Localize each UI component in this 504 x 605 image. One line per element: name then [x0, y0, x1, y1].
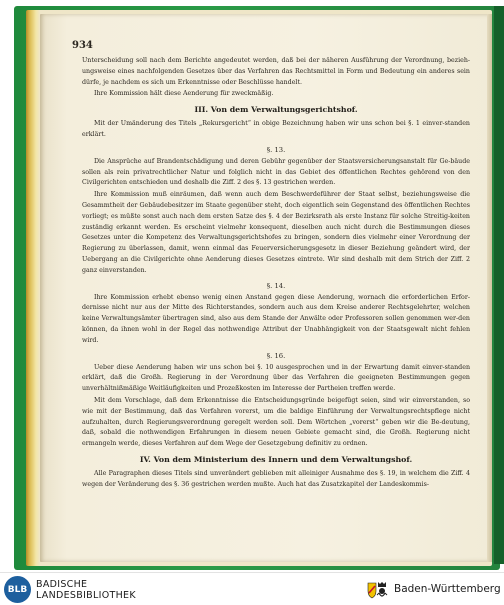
- heading-iv: IV. Von dem Ministerium des Innern und dem Verwaltungshof.: [139, 454, 413, 464]
- blb-logo[interactable]: BLB: [4, 576, 31, 603]
- blb-name[interactable]: [36, 579, 136, 601]
- paragraph-14: Ihre Kommission erhebt ebenso wenig einen Anstand gegen diese Aenderung, wornach die erforderlichen Erfor-dernisse nicht nur aus der Mitte des Richterstandes, sondern auch aus dem Kreise anderer Rechtsgelehrter, welchen keine Verwaltungsämter übertragen sind, also aus dem Stande der Anwälte oder Professoren sollen genommen wer-den können, da ihnen wohl in der Regel das nothwendige Attribut der Unabhängigkeit von der Staatsgewalt nicht fehlen wird.: [82, 293, 470, 344]
- paragraph-top-2: Ihre Kommission hält diese Aenderung für zweckmäßig.: [94, 90, 274, 98]
- footer-bar: [0, 572, 504, 605]
- page-number: 934: [72, 40, 93, 51]
- page-text: [82, 56, 470, 492]
- book-cover-edge: [494, 6, 504, 564]
- paragraph-13a: Die Ansprüche auf Brandentschädigung und deren Gebühr gegenüber der Staatsversicherungsanstalt für Ge-bäude sollen als rein privatrechtlicher Natur und folglich nicht in das Gebiet des öffentlichen Rechtes gehörend von den Civilgerichten entschieden und deshalb die Ziff. 2 des §. 13 gestrichen werden.: [82, 157, 470, 187]
- paragraph-13b: Ihre Kommission muß einräumen, daß wenn auch dem Beschwerdeführer der Staat selbst, beziehungsweise die Gesammtheit der Gebäudebesitzer im Staate gegenüber steht, doch eigentlich sein Gegenstand des öffentlichen Rechtes vorliegt; es müßte sonst auch nach dem ersten Satze des §. 4 der Bezirksrath als erste Instanz für solche Streitig-keiten zuständig erkannt werden. Es erscheint vielmehr konsequent, dieselben auch nicht durch die Bestimmungen dieses Gesetzes unter die Kompetenz des Verwaltungsgerichtshofes zu bringen, sondern dies vielmehr einer Verordnung der Regierung zu überlassen, damit, wenn einmal das Feuerversicherungsgesetz in dieser Beziehung geändert wird, der Uebergang an die Civilgerichte ohne Aenderung dieses Gesetzes eintrete. Wir sind deshalb mit dem Strich der Ziff. 2 ganz einverstanden.: [82, 191, 470, 274]
- blb-name-line-2: LANDESBIBLIOTHEK: [36, 590, 136, 601]
- paragraph-top-1: Unterscheidung soll nach dem Berichte angedeutet werden, daß bei der näheren Ausführung der Verordnung, bezieh-ungsweise eines nachfolgenden Gesetzes über das Verfahren das Rechtsmittel in Form und Bedeutung ein anderes sein dürfe, je nachdem es sich um Erkenntnisse oder Beschlüsse handelt.: [82, 57, 470, 86]
- paragraph-16b: Mit dem Vorschlage, daß dem Erkenntnisse die Entscheidungsgründe beigefügt seien, sind wir einverstanden, so wie mit der Bestimmung, daß das Verfahren vorerst, um die baldige Einführung der Verwaltungsrechtspflege nicht aufzuhalten, durch Regierungsverordnung geregelt werden soll. Dem Wörtchen „vorerst“ geben wir die Be-deutung, daß, sobald die nothwendigen Erfahrungen in diesem neuen Gebiete gemacht sind, die Großh. Regierung nicht ermangeln werde, dieses Verfahren auf dem Wege der Gesetzgebung definitiv zu ordnen.: [82, 396, 470, 448]
- section-16-mark: §. 16.: [266, 351, 286, 360]
- baden-wuerttemberg-coat-of-arms-icon: [366, 580, 390, 600]
- paragraph-iv: Alle Paragraphen dieses Titels sind unverändert geblieben mit alleiniger Ausnahme des §. 19, in welchem die Ziff. 4 wegen der Veränderung des §. 36 gestrichen werden mußte. Auch hat das Zusatzkapitel der Landeskommis-: [82, 469, 470, 488]
- section-14-mark: §. 14.: [266, 281, 286, 290]
- heading-iii: III. Von dem Verwaltungsgerichtshof.: [194, 105, 358, 115]
- blb-name-line-1: BADISCHE: [36, 579, 88, 590]
- page-edge: [487, 14, 492, 562]
- paragraph-iii: Mit der Umänderung des Titels „Rekursgericht“ in obige Bezeichnung haben wir uns schon bei §. 1 einver-standen erklärt.: [82, 120, 470, 138]
- paragraph-16a: Ueber diese Aenderung haben wir uns schon bei §. 10 ausgesprochen und in der Erwartung damit einver-standen erklärt, daß die Großh. Regierung in der Verordnung über das Verfahren die geeigneten Bestimmungen gegen unverhältnißmäßige Weitläufigkeiten und Prozeßkosten im Interesse der Partheien treffen werde.: [82, 363, 470, 393]
- section-13-mark: §. 13.: [266, 145, 286, 154]
- baden-wuerttemberg-label[interactable]: Baden-Württemberg: [394, 583, 501, 595]
